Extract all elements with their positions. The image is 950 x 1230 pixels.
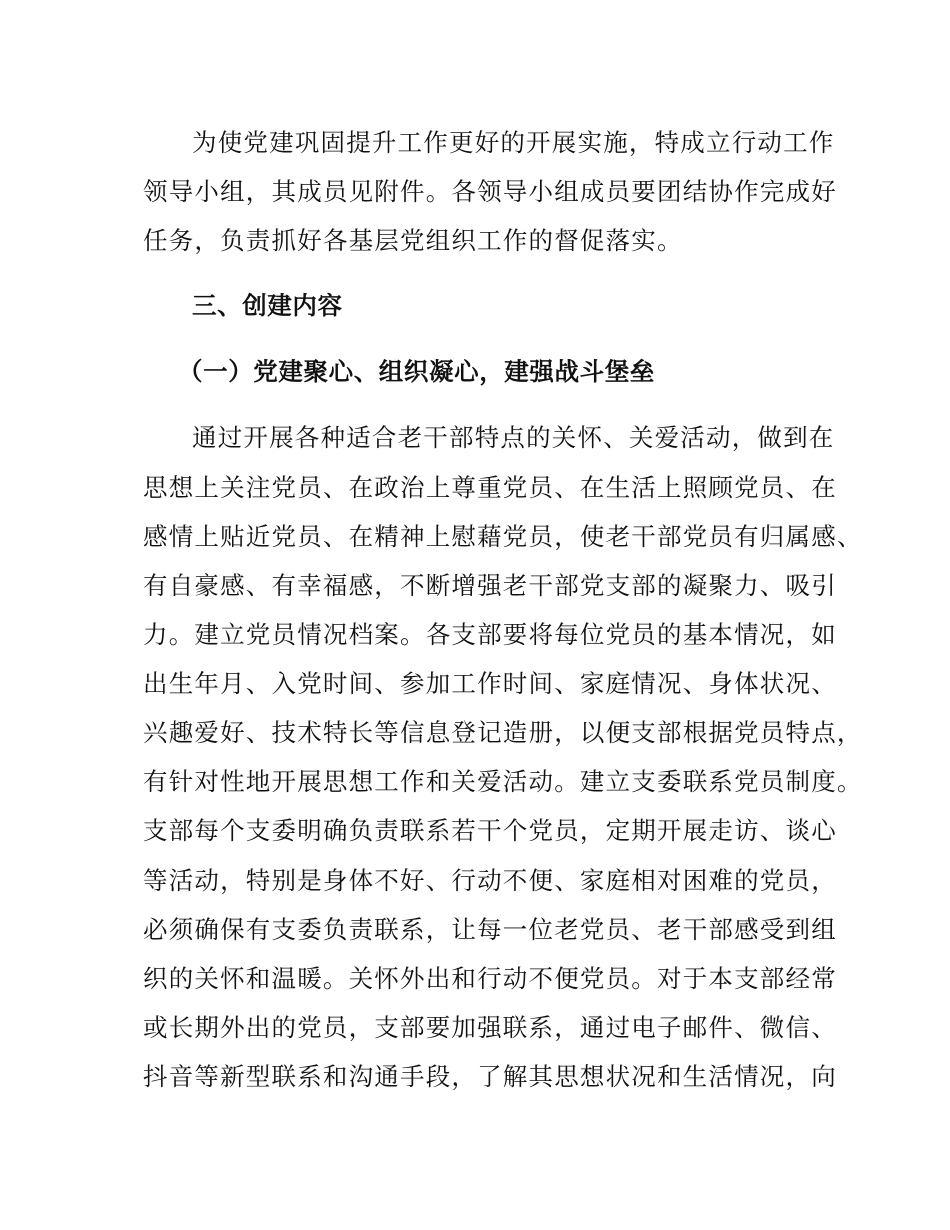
- paragraph-line: 思想上关注党员、在政治上尊重党员、在生活上照顾党员、在: [143, 473, 837, 502]
- paragraph-line: 领导小组，其成员见附件。各领导小组成员要团结协作完成好: [143, 177, 837, 206]
- paragraph-line: 出生年月、入党时间、参加工作时间、家庭情况、身体状况、: [143, 669, 837, 698]
- paragraph-line: 必须确保有支委负责联系，让每一位老党员、老干部感受到组: [143, 915, 837, 944]
- paragraph-line: 有自豪感、有幸福感，不断增强老干部党支部的凝聚力、吸引: [143, 571, 837, 600]
- paragraph-line: 兴趣爱好、技术特长等信息登记造册，以便支部根据党员特点，: [143, 718, 863, 747]
- paragraph-line: 任务，负责抓好各基层党组织工作的督促落实。: [143, 226, 683, 255]
- paragraph-line: 支部每个支委明确负责联系若干个党员，定期开展走访、谈心: [143, 816, 837, 845]
- paragraph-line: 感情上贴近党员、在精神上慰藉党员，使老干部党员有归属感、: [143, 522, 863, 551]
- section-heading: 三、创建内容: [192, 291, 343, 320]
- paragraph-line: 等活动，特别是身体不好、行动不便、家庭相对困难的党员，: [143, 866, 837, 895]
- paragraph-line: 抖音等新型联系和沟通手段，了解其思想状况和生活情况，向: [143, 1062, 837, 1091]
- paragraph-line: 通过开展各种适合老干部特点的关怀、关爱活动，做到在: [192, 423, 835, 452]
- paragraph-line: 为使党建巩固提升工作更好的开展实施，特成立行动工作: [192, 128, 835, 157]
- sub-heading: （一）党建聚心、组织凝心，建强战斗堡垒: [178, 357, 655, 386]
- paragraph-line: 或长期外出的党员，支部要加强联系，通过电子邮件、微信、: [143, 1013, 837, 1042]
- paragraph-line: 有针对性地开展思想工作和关爱活动。建立支委联系党员制度。: [143, 767, 863, 796]
- paragraph-line: 织的关怀和温暖。关怀外出和行动不便党员。对于本支部经常: [143, 964, 837, 993]
- paragraph-line: 力。建立党员情况档案。各支部要将每位党员的基本情况，如: [143, 620, 837, 649]
